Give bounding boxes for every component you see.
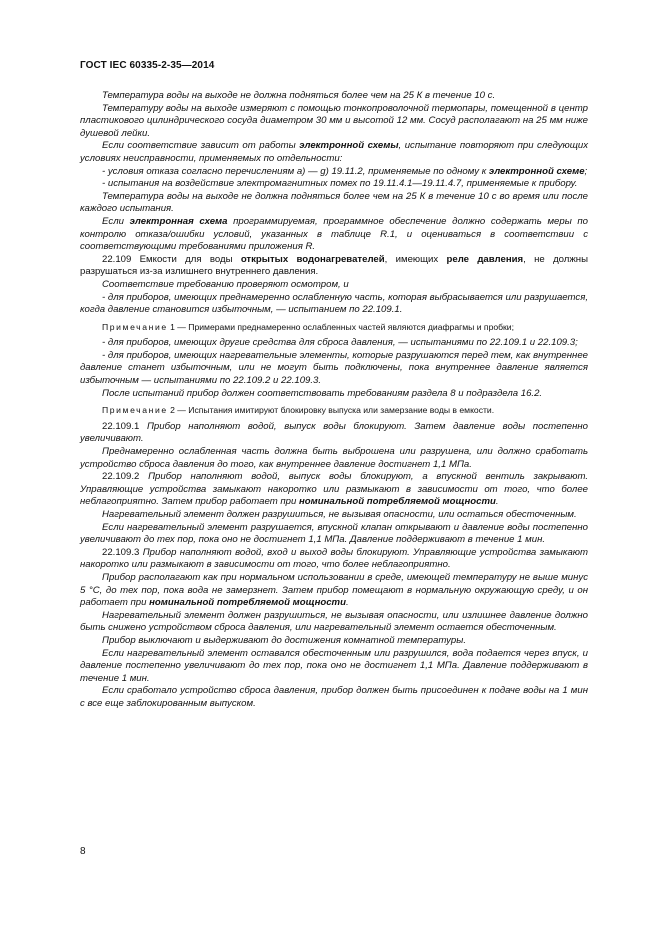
note-1 <box>80 321 588 334</box>
paragraph <box>80 90 588 103</box>
text-run: , испытание повторяют при следующих условиях неисправности, применяемых по отдельности: <box>80 140 589 164</box>
clause-22-109-2 <box>80 471 588 509</box>
text-run: - для приборов, имеющих другие средства для сброса давления, — испытаниями по 22.109.1 и 22.109.3; <box>102 337 578 349</box>
clause-22-109-1 <box>80 421 588 446</box>
paragraph <box>80 191 588 216</box>
text-run: - для приборов, имеющих преднамеренно ослабленную часть, которая выбрасывается или разрушается, когда давление становится избыточным, — испытанием по 22.109.1. <box>80 291 588 316</box>
paragraph <box>80 388 588 401</box>
paragraph <box>80 103 588 141</box>
text-run: Прибор наполняют водой, вход и выход воды блокируют. Управляющие устройства замыкают накоротко или размыкают в зависимости от того, что более неблагоприятно. <box>80 546 588 571</box>
text-run: Нагревательный элемент должен разрушиться, не вызывая опасности, или излишнее давление должно быть снижено устройством сброса давления, или нагревательный элемент остается обесточенным. <box>80 609 588 634</box>
paragraph <box>80 509 588 522</box>
text-run: Прибор выключают и выдерживают до достижения комнатной температуры. <box>102 634 466 646</box>
text-run: Температура воды на выходе не должна подняться более чем на 25 К в течение 10 с. <box>102 90 496 101</box>
text-run: Нагревательный элемент должен разрушиться, не вызывая опасности, или остаться обесточенным. <box>102 509 577 520</box>
text-run: , имеющих <box>384 253 447 265</box>
text-run: Температура воды на выходе не должна подняться более чем на 25 К в течение 10 с во время или после каждого испытания. <box>80 190 588 215</box>
text-run: , не должны разрушаться из-за излишнего внутреннего давления. <box>80 253 588 278</box>
paragraph <box>80 572 588 610</box>
defined-term: электронной схемы <box>299 140 399 152</box>
text-run: . <box>345 597 349 609</box>
defined-term: электронной схеме <box>488 165 585 177</box>
text-run: Прибор наполняют водой, выпуск воды блокируют, а впускной вентиль закрывают. Управляющие устройства замыкают накоротко или размыкают в зависимости от того, что более неблагоприятно. Затем прибор работает при <box>80 471 589 508</box>
text-run: Прибор располагают как при нормальном использовании в среде, имеющей температуру не выше минус 5 °С, до тех пор, пока вода не замерзнет. Затем прибор помещают в нормальную окружающую среду, и он работает при <box>80 571 588 609</box>
clause-number: 22.109.3 <box>102 546 143 558</box>
list-item <box>80 178 588 191</box>
paragraph <box>80 685 588 710</box>
defined-term: электронная схема <box>129 215 228 227</box>
text-run: - испытания на воздействие электромагнитных помех по 19.11.4.1—19.11.4.7, применяемые к прибору. <box>102 178 578 190</box>
note-label: Примечание <box>102 405 168 416</box>
note-label: Примечание <box>102 321 168 332</box>
note-2 <box>80 404 588 417</box>
clause-number: 22.109.2 <box>102 471 149 483</box>
page-header: ГОСТ IEC 60335-2-35—2014 <box>80 60 215 71</box>
text-run: Если нагревательный элемент оставался обесточенным или разрушился, вода подается через впуск, и давление постепенно увеличивают до тех пор, пока оно не достигнет 1,1 МПа. Давление поддерживают в течение 1 мин. <box>80 647 588 684</box>
paragraph <box>80 522 588 547</box>
defined-term: реле давления <box>446 253 524 265</box>
text-run: Если <box>102 215 130 227</box>
paragraph <box>80 279 588 292</box>
text-run: Если нагревательный элемент разрушается, впускной клапан открывают и давление воды постепенно увеличивают до тех пор, пока оно не достигнет 1,1 МПа. Давление поддерживают в течение 1 мин. <box>80 521 588 546</box>
paragraph <box>80 648 588 686</box>
text-run: - для приборов, имеющих нагревательные элементы, которые разрушаются перед тем, как внутреннее давление станет избыточным, или не могут быть подключены, пока внутреннее давление является избыточным — испытаниями по 22.109.2 и 22.109.3. <box>80 349 588 387</box>
defined-term: открытых водонагревателей <box>240 253 385 265</box>
clause-number: 22.109.1 <box>102 420 147 432</box>
list-item <box>80 292 588 317</box>
paragraph <box>80 446 588 471</box>
defined-term: номинальной потребляемой мощности <box>299 496 496 508</box>
paragraph <box>80 610 588 635</box>
text-run: 1 — Примерами преднамеренно ослабленных частей являются диафрагмы и пробки; <box>167 321 514 332</box>
text-run: программируемая, программное обеспечение должно содержать меры по контролю отказа/ошибки условий, указанных в таблице R.1, и оцениваться в соответствии с соответствующими требованиями приложения R. <box>80 215 589 253</box>
paragraph <box>80 140 588 165</box>
text-run: Преднамеренно ослабленная часть должна быть выброшена или разрушена, или должно сработать устройство сброса давления до того, как внутреннее давление достигнет 1,1 МПа. <box>80 446 588 470</box>
paragraph <box>80 635 588 648</box>
document-body <box>80 90 588 711</box>
text-run: . <box>495 496 499 508</box>
text-run: После испытаний прибор должен соответствовать требованиям раздела 8 и подраздела 16.2. <box>102 387 543 399</box>
list-item <box>80 166 588 179</box>
text-run: Температуру воды на выходе измеряют с помощью тонкопроволочной термопары, помещенной в центр пластикового цилиндрического сосуда диаметром 30 мм и высотой 12 мм. Сосуд располагают на 25 мм ниже душевой лейки. <box>80 102 588 139</box>
paragraph <box>80 216 588 254</box>
text-run: Если соответствие зависит от работы <box>102 140 300 152</box>
clause-22-109-3 <box>80 547 588 572</box>
defined-term: номинальной потребляемой мощности <box>149 597 346 609</box>
text-run: Соответствие требованию проверяют осмотром, и <box>102 278 349 290</box>
list-item <box>80 350 588 388</box>
text-run: ; <box>584 165 588 177</box>
text-run: Если сработало устройство сброса давления, прибор должен быть присоединен к подаче воды на 1 мин с все еще заблокированным выпуском. <box>80 685 588 709</box>
text-run: 22.109 Емкости для воды <box>102 253 241 265</box>
list-item <box>80 337 588 350</box>
text-run: 2 — Испытания имитируют блокировку выпуска или замерзание воды в емкости. <box>167 405 495 416</box>
page-number: 8 <box>80 846 86 857</box>
text-run: Прибор наполняют водой, выпуск воды блокируют. Затем давление воды постепенно увеличивают. <box>80 420 588 445</box>
text-run: - условия отказа согласно перечислениям а) — g) 19.11.2, применяемые по одному к <box>102 165 489 177</box>
clause-22-109 <box>80 254 588 279</box>
